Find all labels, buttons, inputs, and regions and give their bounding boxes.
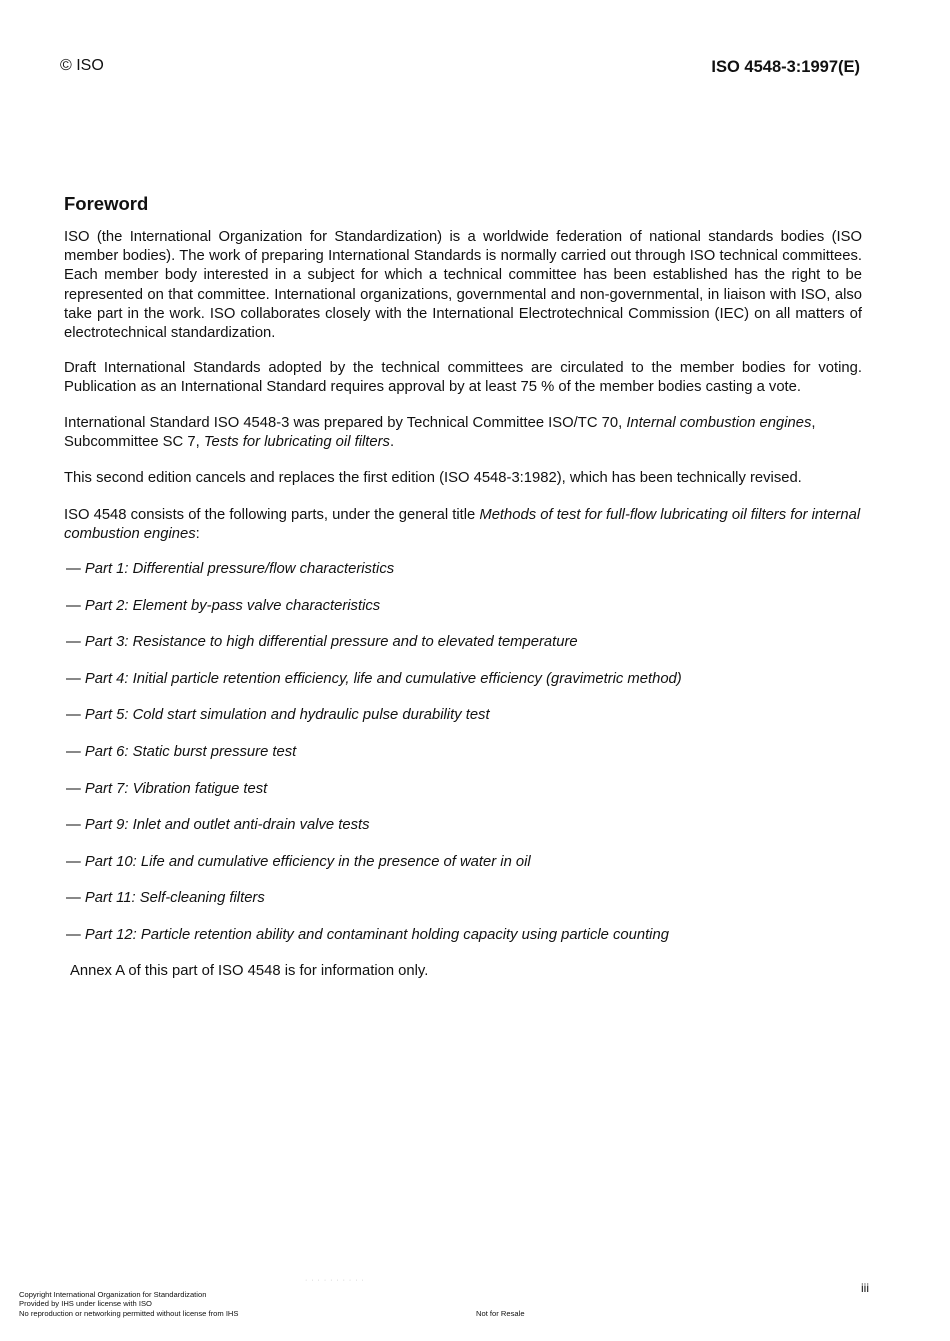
list-dash: — (66, 817, 81, 833)
part-7-label: Part 7: Vibration fatigue test (84, 781, 268, 797)
part-5-label: Part 5: Cold start simulation and hydraulic pulse durability test (84, 707, 490, 723)
list-item (66, 890, 265, 906)
list-item (66, 817, 370, 833)
p3-text-a: International Standard ISO 4548-3 was prepared by Technical Committee ISO/TC 70, (64, 415, 627, 431)
page-number: iii (861, 1281, 869, 1295)
list-dash: — (66, 707, 81, 723)
part-6-label: Part 6: Static burst pressure test (84, 744, 297, 760)
footer-license-line: No reproduction or networking permitted without license from IHS (19, 1308, 239, 1318)
part-10-label: Part 10: Life and cumulative efficiency in the presence of water in oil (84, 854, 531, 870)
part-1-label: Part 1: Differential pressure/flow characteristics (84, 561, 395, 577)
annex-note: Annex A of this part of ISO 4548 is for information only. (70, 963, 429, 979)
list-dash: — (66, 890, 81, 906)
paragraph-iso-description: ISO (the International Organization for Standardization) is a worldwide federation of national standards bodies (ISO member bodies). The work of preparing International Standards is normally carried out through ISO technical committees. Each member body interested in a subject for which a technical committee has been established has the right to be represented on that committee. International organizations, governmental and non-governmental, in liaison with ISO, also take part in the work. ISO collaborates closely with the International Electrotechnical Commission (IEC) on all matters of electrotechnical standardization. (64, 229, 862, 342)
list-dash: — (66, 598, 81, 614)
list-item (66, 927, 669, 943)
list-dash: — (66, 744, 81, 760)
list-dash: — (66, 781, 81, 797)
paragraph-parts-intro (64, 506, 862, 544)
footer-copyright-line: Copyright International Organization for Standardization (19, 1290, 207, 1299)
part-3-label: Part 3: Resistance to high differential pressure and to elevated temperature (84, 634, 578, 650)
part-9-label: Part 9: Inlet and outlet anti-drain valve tests (84, 817, 370, 833)
paragraph-draft-standards: Draft International Standards adopted by the technical committees are circulated to the member bodies for voting. Publication as an International Standard requires approval by at least 75 % of the member bodies casting a vote. (64, 360, 862, 396)
p5-general-title: Methods of test for full-flow lubricating oil filters for internal combustion engines (64, 507, 861, 543)
part-12-label: Part 12: Particle retention ability and contaminant holding capacity using particle counting (84, 927, 669, 943)
list-item (66, 781, 267, 797)
paragraph-edition-note: This second edition cancels and replaces the first edition (ISO 4548-3:1982), which has been technically revised. (64, 470, 802, 486)
footer-not-for-resale: Not for Resale (476, 1309, 525, 1318)
paragraph-prepared-by (64, 414, 862, 452)
header-standard-number: ISO 4548-3:1997(E) (711, 58, 860, 76)
part-2-label: Part 2: Element by-pass valve characteristics (84, 598, 381, 614)
p3-committee-title: Internal combustion engines (626, 415, 812, 431)
p3-subcommittee-title: Tests for lubricating oil filters (203, 434, 390, 451)
list-dash: — (66, 634, 81, 650)
copyright-footer (19, 1290, 238, 1318)
page-title: Foreword (64, 193, 149, 214)
list-item (66, 634, 578, 650)
list-item (66, 671, 682, 687)
part-11-label: Part 11: Self-cleaning filters (84, 890, 265, 906)
list-item (66, 707, 490, 723)
list-item (66, 854, 531, 870)
list-dash: — (66, 561, 81, 577)
list-item (66, 561, 394, 577)
p5-text-a: ISO 4548 consists of the following parts, under the general title (64, 507, 480, 523)
list-item (66, 744, 296, 760)
p3-text-c: , Subcommittee SC 7, (64, 415, 816, 451)
list-dash: — (66, 854, 81, 870)
part-4-label: Part 4: Initial particle retention efficiency, life and cumulative efficiency (gravimetric method) (84, 671, 682, 687)
p3-text-e: . (389, 434, 395, 451)
list-item (66, 598, 380, 614)
list-dash: — (66, 927, 81, 943)
p5-text-c: : (195, 526, 200, 543)
list-dash: — (66, 671, 81, 687)
scan-dots: · · · · · · · · · · (305, 1277, 365, 1284)
header-copyright: © ISO (60, 57, 104, 74)
footer-provider-line: Provided by IHS under license with ISO (19, 1299, 152, 1309)
